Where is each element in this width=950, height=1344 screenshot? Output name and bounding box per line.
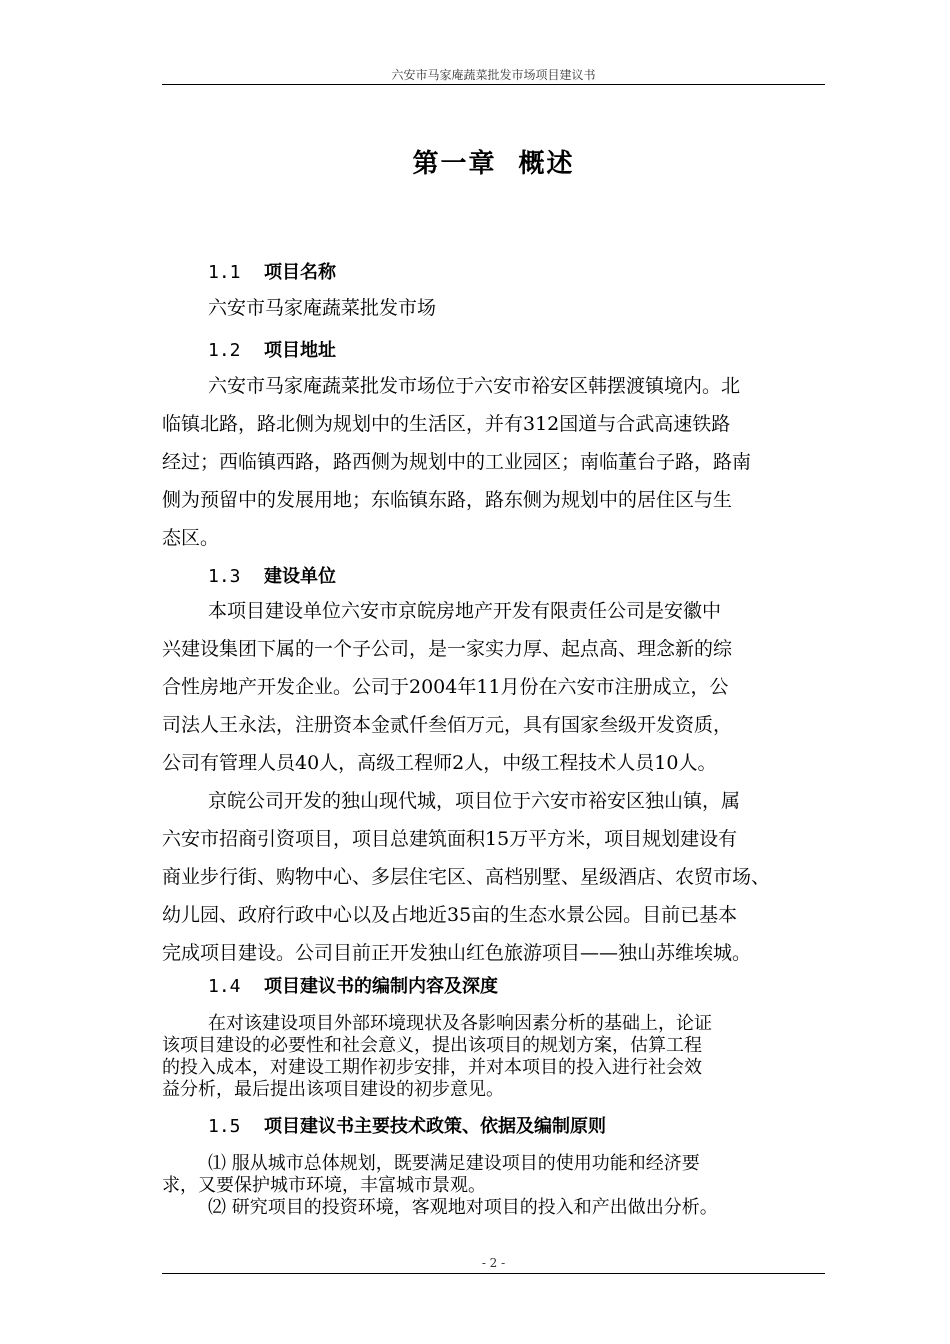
header-rule [162, 84, 825, 85]
paragraph-line: 司法人王永法，注册资本金贰仟叁佰万元，具有国家叁级开发资质， [162, 714, 733, 736]
paragraph-line: 临镇北路，路北侧为规划中的生活区，并有312国道与合武高速铁路 [162, 413, 731, 435]
section-body-1-5 [162, 1153, 825, 1219]
section-body-1-3 [162, 592, 825, 972]
section-heading-1-4 [208, 972, 498, 998]
section-body-1-4 [162, 1013, 825, 1101]
paragraph-line: 在对该建设项目外部环境现状及各影响因素分析的基础上，论证 [208, 1013, 712, 1034]
page-header: 六安市马家庵蔬菜批发市场项目建议书 [391, 68, 596, 82]
section-number: 1.3 [208, 566, 241, 587]
paragraph-line: ⑴ 服从城市总体规划，既要满足建设项目的使用功能和经济要 [208, 1153, 700, 1174]
section-title: 项目建议书主要技术政策、依据及编制原则 [264, 1116, 606, 1137]
chapter-title: 第一章 概述 [412, 149, 575, 179]
paragraph-line: 京皖公司开发的独山现代城，项目位于六安市裕安区独山镇，属 [208, 790, 741, 812]
section-body-1-2 [162, 367, 825, 557]
section-number: 1.5 [208, 1116, 241, 1137]
paragraph-line: 本项目建设单位六安市京皖房地产开发有限责任公司是安徽中 [208, 600, 722, 622]
section-number: 1.2 [208, 340, 241, 361]
paragraph-line: 六安市马家庵蔬菜批发市场 [208, 297, 437, 319]
section-number: 1.4 [208, 976, 241, 997]
section-title: 项目地址 [264, 340, 336, 361]
paragraph-line: 该项目建设的必要性和社会意义，提出该项目的规划方案，估算工程 [162, 1035, 702, 1056]
page-number: - 2 - [481, 1256, 506, 1270]
paragraph-line: 经过；西临镇西路，路西侧为规划中的工业园区；南临董台子路，路南 [162, 451, 752, 473]
paragraph-line: 兴建设集团下属的一个子公司，是一家实力厚、起点高、理念新的综 [162, 638, 733, 660]
section-body-1-1 [162, 289, 825, 327]
section-title: 项目名称 [264, 262, 336, 283]
paragraph-line: 完成项目建设。公司目前正开发独山红色旅游项目——独山苏维埃城。 [162, 942, 752, 964]
section-title: 项目建议书的编制内容及深度 [264, 976, 498, 997]
section-heading-1-5 [208, 1112, 606, 1138]
footer-rule [162, 1273, 825, 1274]
paragraph-line: 侧为预留中的发展用地；东临镇东路，路东侧为规划中的居住区与生 [162, 489, 733, 511]
paragraph-line: 合性房地产开发企业。公司于2004年11月份在六安市注册成立，公 [162, 676, 729, 698]
section-heading-1-1 [208, 258, 336, 284]
section-heading-1-2 [208, 336, 336, 362]
paragraph-line: 的投入成本，对建设工期作初步安排，并对本项目的投入进行社会效 [162, 1057, 702, 1078]
section-heading-1-3 [208, 562, 336, 588]
paragraph-line: 商业步行街、购物中心、多层住宅区、高档别墅、星级酒店、农贸市场、 [162, 866, 771, 888]
paragraph-line: 六安市马家庵蔬菜批发市场位于六安市裕安区韩摆渡镇境内。北 [208, 375, 741, 397]
paragraph-line: 求，又要保护城市环境，丰富城市景观。 [162, 1175, 486, 1196]
paragraph-line: 幼儿园、政府行政中心以及占地近35亩的生态水景公园。目前已基本 [162, 904, 738, 926]
paragraph-line: 态区。 [162, 527, 220, 549]
paragraph-line: 益分析，最后提出该项目建设的初步意见。 [162, 1079, 504, 1100]
paragraph-line: 公司有管理人员40人，高级工程师2人，中级工程技术人员10人。 [162, 752, 717, 774]
section-title: 建设单位 [264, 566, 336, 587]
paragraph-line: 六安市招商引资项目，项目总建筑面积15万平方米，项目规划建设有 [162, 828, 738, 850]
section-number: 1.1 [208, 262, 241, 283]
paragraph-line: ⑵ 研究项目的投资环境，客观地对项目的投入和产出做出分析。 [208, 1197, 718, 1218]
